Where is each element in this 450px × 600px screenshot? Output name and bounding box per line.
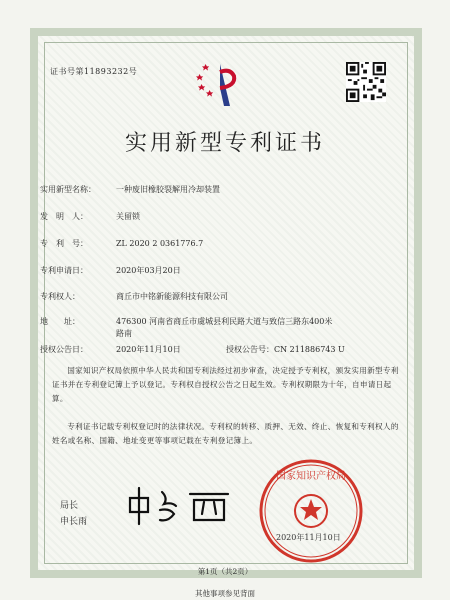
field-value: 关留锁 (116, 212, 140, 221)
field-inventor (40, 211, 140, 222)
body-paragraph-1: 国家知识产权局依照中华人民共和国专利法经过初步审查，决定授予专利权，颁发实用新型专利证书并在专利登记簿上予以登记。专利权自授权公告之日起生效。专利权期限为十年，自申请日起算。 (52, 366, 399, 403)
qr-code-icon (346, 62, 386, 102)
field-label: 授权公告日： (40, 345, 88, 354)
field-value: CN 211886743 U (274, 345, 345, 354)
field-address (40, 316, 332, 327)
seal-date: 2020年11月10日 (276, 533, 341, 542)
handwritten-signature-icon (120, 480, 240, 530)
field-label: 专利权人： (40, 292, 80, 301)
field-label: 实用新型名称： (40, 185, 96, 194)
field-value: 一种废旧橡胶裂解用冷却装置 (116, 185, 220, 194)
field-value: 476300 河南省商丘市虞城县利民路大道与致信三路东400米 (116, 317, 333, 326)
field-patent-number (40, 238, 203, 249)
field-value: ZL 2020 2 0361776.7 (116, 239, 204, 248)
field-application-date (40, 265, 181, 276)
certificate-number: 证书号第11893232号 (50, 67, 138, 76)
certificate-title: 实用新型专利证书 (124, 131, 325, 156)
field-patentee (40, 291, 228, 302)
field-label: 专 利 号： (40, 239, 88, 248)
svg-text:国家知识产权局: 国家知识产权局 (276, 471, 346, 482)
patent-office-logo-icon (196, 58, 246, 114)
field-grant-date (40, 344, 345, 355)
body-paragraph-2: 专利证书记载专利权登记时的法律状况。专利权的转移、质押、无效、终止、恢复和专利权人的姓名或名称、国籍、地址变更等事项记载在专利登记簿上。 (52, 422, 399, 445)
field-label: 授权公告号： (226, 345, 274, 354)
field-value: 2020年11月10日 (116, 345, 181, 354)
official-seal-icon (255, 455, 367, 567)
field-value: 商丘市中铭新能源科技有限公司 (116, 292, 228, 301)
field-utility-model-name (40, 184, 220, 195)
field-address-line2: 路南 (116, 329, 132, 338)
field-value: 2020年03月20日 (116, 266, 181, 275)
field-label: 地 址： (40, 317, 80, 326)
back-note: 其他事项参见背面 (195, 589, 255, 598)
director-name: 申长雨 (60, 517, 88, 527)
field-label: 发 明 人： (40, 212, 88, 221)
page-indicator: 第1页（共2页） (197, 567, 253, 576)
director-title: 局长 (60, 501, 79, 511)
field-label: 专利申请日： (40, 266, 88, 275)
